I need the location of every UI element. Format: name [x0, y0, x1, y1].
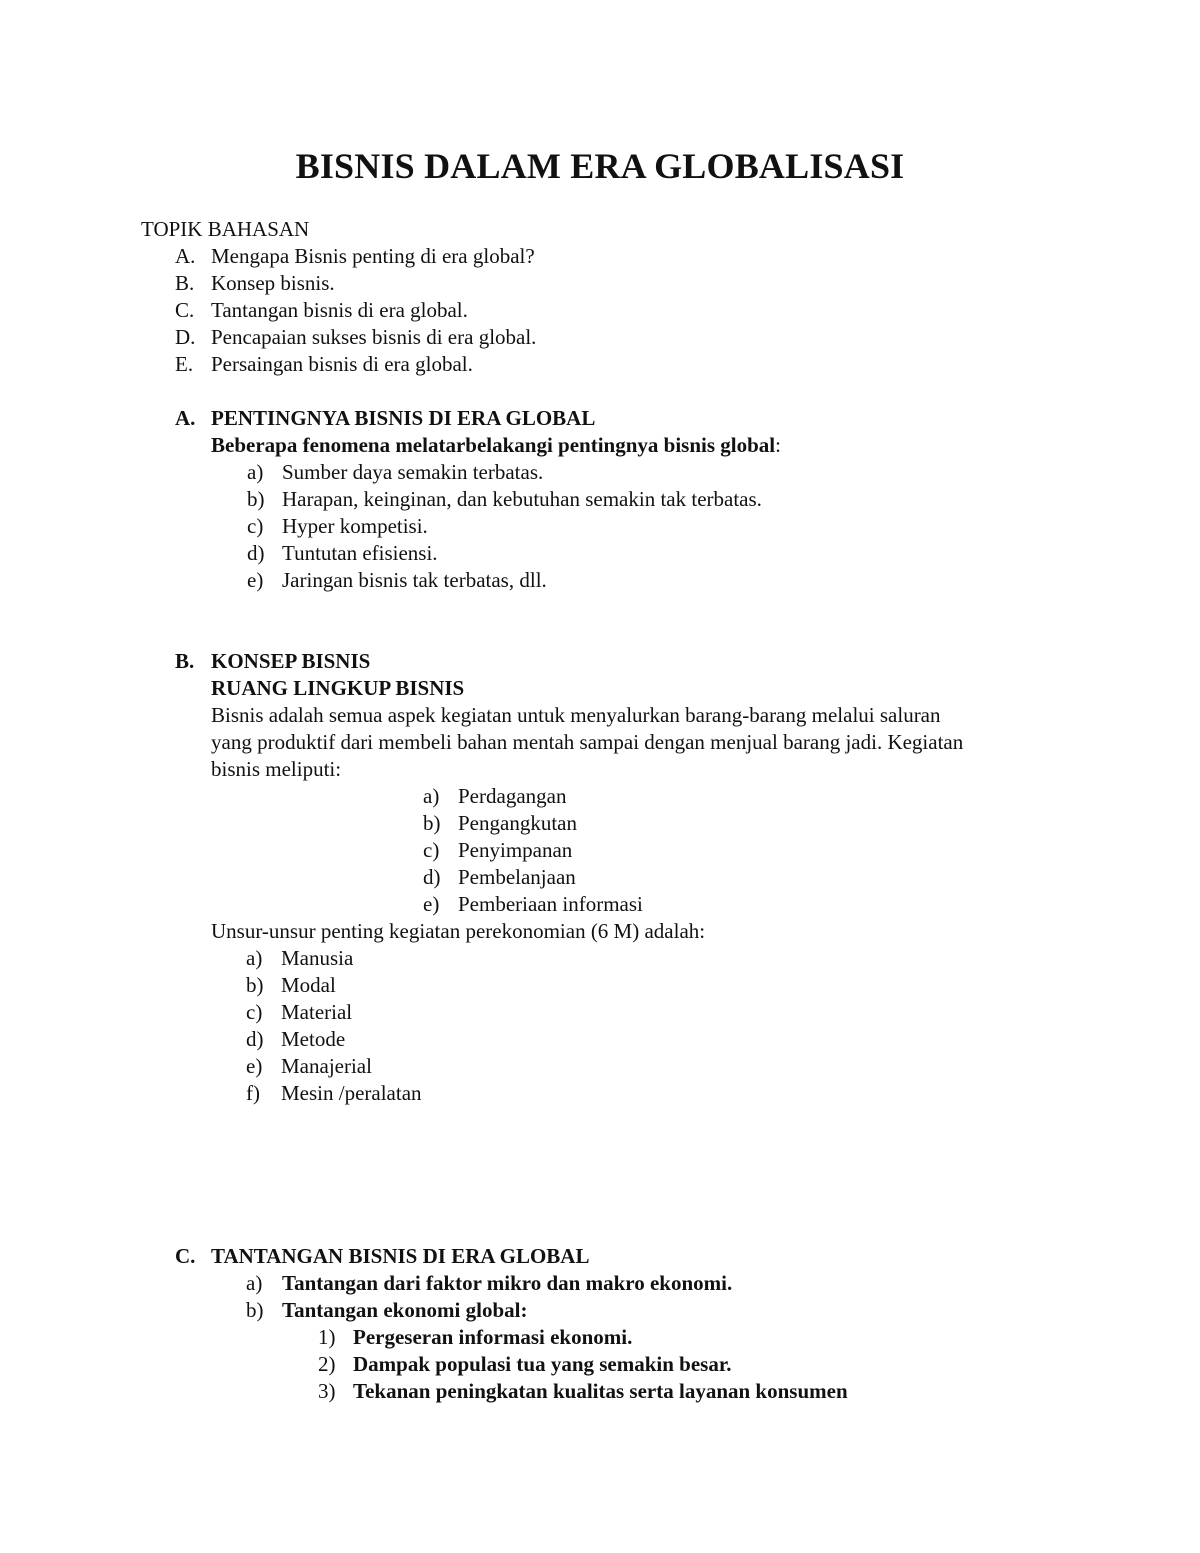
- list-text: Metode: [281, 1027, 346, 1051]
- list-marker: a): [423, 784, 440, 808]
- section-title: PENTINGNYA BISNIS DI ERA GLOBAL: [211, 406, 596, 430]
- list-marker: d): [246, 1027, 264, 1051]
- section-title: KONSEP BISNIS: [211, 649, 371, 673]
- list-marker: e): [423, 892, 440, 916]
- list-text: Pemberiaan informasi: [458, 892, 643, 916]
- topik-item: [175, 270, 335, 297]
- list-text: Tantangan ekonomi global:: [282, 1298, 528, 1322]
- list-marker: b): [247, 487, 265, 511]
- list-marker: b): [246, 973, 264, 997]
- list-text: Konsep bisnis.: [211, 271, 335, 295]
- list-marker: a): [247, 460, 264, 484]
- section-c-heading: [175, 1243, 589, 1270]
- list-marker: f): [246, 1081, 260, 1105]
- section-a-intro: [211, 432, 781, 459]
- paragraph-line: bisnis meliputi:: [211, 757, 342, 781]
- paragraph-line: Bisnis adalah semua aspek kegiatan untuk menyalurkan barang-barang melalui saluran: [211, 703, 941, 727]
- list-item: [423, 783, 566, 810]
- list-marker: e): [247, 568, 264, 592]
- topik-item: [175, 243, 535, 270]
- paragraph-line: yang produktif dari membeli bahan mentah sampai dengan menjual barang jadi. Kegiatan: [211, 730, 964, 754]
- list-text: Pencapaian sukses bisnis di era global.: [211, 325, 537, 349]
- list-text: Harapan, keinginan, dan kebutuhan semakin tak terbatas.: [282, 487, 762, 511]
- list-text: Material: [281, 1000, 353, 1024]
- list-marker: C.: [175, 298, 195, 322]
- section-b-subheading: RUANG LINGKUP BISNIS: [211, 676, 465, 700]
- section-marker: A.: [175, 406, 196, 430]
- list-item: [246, 1080, 422, 1107]
- topik-item: [175, 297, 468, 324]
- list-item: [247, 459, 543, 486]
- list-text: Pembelanjaan: [458, 865, 576, 889]
- list-item: [247, 567, 547, 594]
- topik-heading: TOPIK BAHASAN: [141, 217, 310, 241]
- list-item: [318, 1351, 732, 1378]
- list-marker: 2): [318, 1352, 336, 1376]
- list-marker: A.: [175, 244, 196, 268]
- list-text: Tantangan bisnis di era global.: [211, 298, 468, 322]
- list-item: [246, 1053, 372, 1080]
- list-text: Modal: [281, 973, 336, 997]
- list-marker: b): [246, 1298, 264, 1322]
- intro-tail: :: [775, 433, 781, 457]
- list-item: [423, 864, 576, 891]
- list-marker: e): [246, 1054, 263, 1078]
- list-text: Pergeseran informasi ekonomi.: [353, 1325, 633, 1349]
- list-marker: c): [246, 1000, 263, 1024]
- list-text: Manusia: [281, 946, 354, 970]
- list-text: Tantangan dari faktor mikro dan makro ekonomi.: [282, 1271, 733, 1295]
- list-text: Penyimpanan: [458, 838, 573, 862]
- list-text: Persaingan bisnis di era global.: [211, 352, 473, 376]
- list-marker: b): [423, 811, 441, 835]
- list-text: Pengangkutan: [458, 811, 577, 835]
- section-marker: C.: [175, 1244, 196, 1268]
- topik-item: [175, 351, 473, 378]
- list-marker: E.: [175, 352, 194, 376]
- list-item: [246, 1026, 345, 1053]
- list-item: [247, 540, 438, 567]
- elements-intro: Unsur-unsur penting kegiatan perekonomian (6 M) adalah:: [211, 919, 706, 943]
- section-b-heading: [175, 648, 370, 675]
- list-marker: 3): [318, 1379, 336, 1403]
- list-text: Tekanan peningkatan kualitas serta layanan konsumen: [353, 1379, 848, 1403]
- list-item: [247, 513, 428, 540]
- list-item: [318, 1378, 848, 1405]
- list-item: [423, 837, 572, 864]
- list-item: [247, 486, 762, 513]
- list-marker: c): [247, 514, 264, 538]
- list-text: Mesin /peralatan: [281, 1081, 422, 1105]
- section-title: TANTANGAN BISNIS DI ERA GLOBAL: [211, 1244, 590, 1268]
- list-marker: D.: [175, 325, 196, 349]
- list-marker: d): [423, 865, 441, 889]
- list-marker: 1): [318, 1325, 336, 1349]
- list-marker: a): [246, 946, 263, 970]
- list-text: Mengapa Bisnis penting di era global?: [211, 244, 535, 268]
- section-marker: B.: [175, 649, 195, 673]
- list-marker: c): [423, 838, 440, 862]
- list-text: Dampak populasi tua yang semakin besar.: [353, 1352, 732, 1376]
- list-text: Manajerial: [281, 1054, 372, 1078]
- intro-bold-text: Beberapa fenomena melatarbelakangi pentingnya bisnis global: [211, 433, 776, 457]
- list-text: Tuntutan efisiensi.: [282, 541, 438, 565]
- list-item: [246, 945, 353, 972]
- list-item: [246, 999, 352, 1026]
- topik-item: [175, 324, 536, 351]
- list-marker: a): [246, 1271, 263, 1295]
- section-a-heading: [175, 405, 595, 432]
- list-text: Sumber daya semakin terbatas.: [282, 460, 544, 484]
- list-item: [318, 1324, 632, 1351]
- document-title: BISNIS DALAM ERA GLOBALISASI: [295, 146, 905, 186]
- list-item: [246, 972, 336, 999]
- list-item: [423, 810, 577, 837]
- list-text: Jaringan bisnis tak terbatas, dll.: [282, 568, 547, 592]
- list-item: [246, 1297, 527, 1324]
- list-text: Hyper kompetisi.: [282, 514, 428, 538]
- list-item: [423, 891, 643, 918]
- list-marker: d): [247, 541, 265, 565]
- list-text: Perdagangan: [458, 784, 567, 808]
- list-marker: B.: [175, 271, 195, 295]
- list-item: [246, 1270, 732, 1297]
